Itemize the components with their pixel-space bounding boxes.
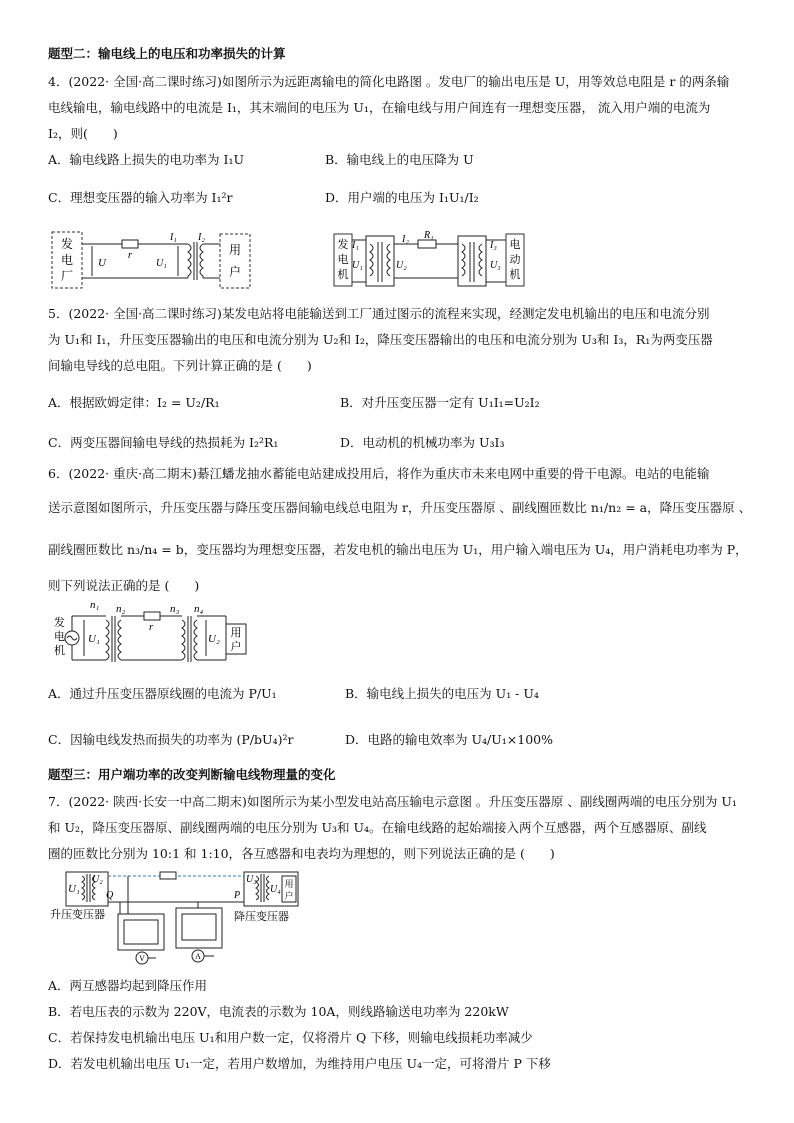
resistor-r	[122, 240, 138, 248]
fig1-left-char1: 发	[60, 237, 74, 251]
q4-line3: I₂，则( )	[48, 126, 118, 141]
q7-P-label: P	[234, 890, 241, 901]
q7-line1: 7．(2022· 陕西·长安一中高二期末)如图所示为某小型发电站高压输电示意图 。升压变压器原 、副线圈两端的电压分别为 U₁	[48, 794, 737, 809]
fig2-U2-label: U₂	[396, 260, 407, 271]
q6-figure-circuit	[48, 598, 258, 668]
q7-U2-label: U₂	[92, 874, 103, 885]
fig2-right-char2: 动	[509, 254, 521, 266]
q6-U2-label: U₂	[208, 633, 220, 645]
q6-line4: 则下列说法正确的是 ( )	[48, 578, 200, 593]
q5-option-c: C．两变压器间输电导线的热损耗为 I₂²R₁	[48, 435, 279, 450]
q5-line1: 5．(2022· 全国·高二课时练习)某发电站将电能输送到工厂通过图示的流程来实现，经测定发电机输出的电压和电流分别	[48, 306, 710, 321]
q7-option-b: B．若电压表的示数为 220V，电流表的示数为 10A，则线路输送电功率为 220kW	[48, 1004, 509, 1019]
q6-option-b: B．输电线上损失的电压为 U₁ - U₄	[345, 686, 539, 701]
q7-ammeter-label: A	[195, 952, 201, 961]
q4-figure-right-circuit	[330, 230, 530, 294]
q7-voltmeter-label: V	[139, 954, 145, 963]
fig1-r-label: r	[127, 249, 133, 261]
fig2-left-char3: 机	[337, 269, 349, 281]
fig2-U3-label: U₃	[490, 260, 501, 271]
fig1-I2-label: I₂	[198, 232, 205, 243]
q4-option-b: B．输电线上的电压降为 U	[325, 152, 474, 167]
q7-figure-circuit	[48, 868, 304, 970]
q6-fig-left-char3: 机	[54, 645, 65, 657]
q5-option-b: B．对升压变压器一定有 U₁I₁=U₂I₂	[340, 395, 540, 410]
q6-line2: 送示意图如图所示，升压变压器与降压变压器间输电线总电阻为 r，升压变压器原 、副线圈匝数比 n₁/n₂ = a，降压变压器原 、	[48, 500, 752, 515]
fig1-right-char2: 户	[228, 265, 242, 279]
fig2-U1-label: U₁	[352, 260, 363, 271]
q7-Q-label: Q	[106, 890, 114, 901]
fig1-left-char3: 厂	[60, 269, 74, 283]
q7-U3-label: U₃	[246, 874, 257, 885]
q5-option-d: D．电动机的机械功率为 U₃I₃	[340, 435, 505, 450]
q7-user-char1: 用	[284, 879, 294, 889]
q4-option-c: C．理想变压器的输入功率为 I₁²r	[48, 190, 233, 205]
q6-n2-label: n₂	[116, 603, 126, 615]
fig2-right-char3: 机	[509, 269, 521, 281]
q7-step-down-label: 降压变压器	[234, 911, 289, 923]
q7-U1-label: U₁	[68, 883, 80, 895]
q7-option-a: A．两互感器均起到降压作用	[48, 978, 208, 993]
q7-line3: 圈的匝数比分别为 10:1 和 1:10，各互感器和电表均为理想的，则下列说法正确的是 ( )	[48, 846, 555, 861]
q5-line3: 间输电导线的总电阻。下列计算正确的是 ( )	[48, 358, 312, 373]
q4-option-a: A．输电线路上损失的电功率为 I₁U	[48, 152, 244, 167]
fig1-U1-label: U₁	[156, 258, 167, 269]
q5-option-a: A．根据欧姆定律：I₂ = U₂/R₁	[48, 395, 220, 410]
q6-option-c: C．因输电线发热而损失的功率为 (P/bU₄)²r	[48, 732, 294, 747]
q6-line1: 6．(2022· 重庆·高二期末)綦江蟠龙抽水蓄能电站建成投用后，将作为重庆市未来电网中重要的骨干电源。电站的电能输	[48, 466, 710, 481]
fig2-I1-label: I₁	[352, 240, 359, 251]
fig1-left-char2: 电	[60, 253, 74, 267]
q5-line2: 为 U₁和 I₁，升压变压器输出的电压和电流分别为 U₂和 I₂，降压变压器输出的电压和电流分别为 U₃和 I₃，R₁为两变压器	[48, 332, 713, 347]
fig2-I2-label: I₂	[402, 234, 409, 245]
q6-r-label: r	[149, 621, 154, 633]
q4-line1: 4．(2022· 全国·高二课时练习)如图所示为远距离输电的简化电路图 。发电厂的输出电压是 U，用等效总电阻是 r 的两条输	[48, 74, 730, 89]
fig1-U-label: U	[98, 257, 106, 269]
q4-figure-left-circuit	[48, 228, 258, 292]
q6-n3-label: n₃	[170, 603, 180, 615]
q4-line2: 电线输电，输电线路中的电流是 I₁，其末端间的电压为 U₁，在输电线与用户间连有一理想变压器， 流入用户端的电流为	[48, 100, 711, 115]
fig2-left-char2: 电	[337, 254, 349, 266]
fig2-I3-label: I₃	[490, 240, 497, 251]
q6-fig-right-char2: 户	[230, 641, 242, 653]
section2-title: 题型二：输电线上的电压和功率损失的计算	[48, 46, 286, 61]
q6-line3: 副线圈匝数比 n₃/n₄ = b，变压器均为理想变压器，若发电机的输出电压为 U₁，用户输入端电压为 U₄，用户消耗电功率为 P，	[48, 542, 748, 557]
q6-n4-label: n₄	[194, 603, 204, 615]
q6-option-d: D．电路的输电效率为 U₄/U₁×100%	[345, 732, 554, 747]
section3-title: 题型三：用户端功率的改变判断输电线物理量的变化	[48, 767, 336, 782]
q6-n1-label: n₁	[90, 599, 100, 611]
q7-option-d: D．若发电机输出电压 U₁一定，若用户数增加，为维持用户电压 U₄一定，可将滑片 P 下移	[48, 1056, 551, 1071]
q7-step-up-label: 升压变压器	[50, 909, 105, 921]
q7-U4-label: U₄	[270, 884, 281, 895]
q6-option-a: A．通过升压变压器原线圈的电流为 P/U₁	[48, 686, 277, 701]
q6-fig-left-char2: 电	[54, 631, 65, 643]
fig2-right-char1: 电	[509, 239, 521, 251]
q6-U1-label: U₁	[88, 633, 100, 645]
q4-option-d: D．用户端的电压为 I₁U₁/I₂	[325, 190, 479, 205]
q7-option-c: C．若保持发电机输出电压 U₁和用户数一定，仅将滑片 Q 下移，则输电线损耗功率减少	[48, 1030, 533, 1045]
q6-fig-left-char1: 发	[54, 617, 65, 629]
q7-user-char2: 户	[284, 891, 294, 901]
fig1-right-char1: 用	[228, 243, 242, 257]
fig2-R1-label: R₁	[424, 230, 434, 241]
fig1-I1-label: I₁	[170, 232, 177, 243]
q6-fig-right-char1: 用	[230, 627, 242, 639]
q7-line2: 和 U₂，降压变压器原、副线圈两端的电压分别为 U₃和 U₄。在输电线路的起始端接入两个互感器，两个互感器原、副线	[48, 820, 707, 835]
fig2-left-char1: 发	[337, 239, 349, 251]
